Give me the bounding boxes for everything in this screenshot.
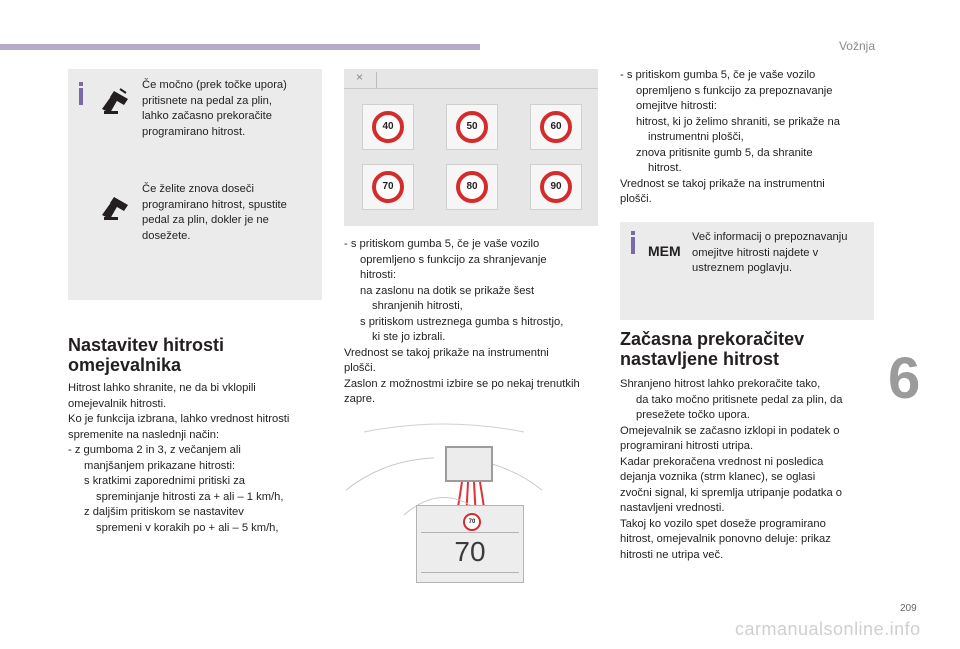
text-line: hitrost, omejevalnik ponovno deluje: prikaz <box>620 533 831 545</box>
text-line: omejevalnik hitrosti. <box>68 397 167 410</box>
speed-button-90[interactable] <box>530 164 582 210</box>
cluster-display <box>416 505 524 583</box>
cluster-divider <box>421 572 519 573</box>
cluster-speed-value: 70 <box>454 536 486 567</box>
text-line: plošči. <box>620 193 652 205</box>
heading-line: Nastavitev hitrosti <box>68 335 225 355</box>
text-line: opremljeno s funkcijo za prepoznavanje <box>636 84 833 97</box>
text-line: - s pritiskom gumba 5, če je vaše vozilo <box>344 238 540 250</box>
text-line: programirano hitrost. <box>142 125 246 138</box>
text-line: Hitrost lahko shranite, ne da bi vklopili <box>68 382 256 394</box>
text-line: - s pritiskom gumba 5, če je vaše vozilo <box>620 69 816 81</box>
text-line: Vrednost se takoj prikaže na instrumentni <box>344 346 549 359</box>
text-line: programirano hitrost, spustite <box>142 198 287 211</box>
text-line: znova pritisnite gumb 5, da shranite <box>636 146 813 159</box>
text-line: plošči. <box>344 362 376 374</box>
text-line: dosežete. <box>142 229 191 242</box>
text-line: lahko začasno prekoračite <box>142 110 272 122</box>
info-box-mem <box>620 222 874 320</box>
text-line: hitrosti ne utripa več. <box>620 548 724 561</box>
speed-button-80[interactable] <box>446 164 498 210</box>
speed-button-60[interactable] <box>530 104 582 150</box>
header-color-bar <box>0 44 480 50</box>
text-line: spremeni v korakih po + ali – 5 km/h, <box>96 521 279 534</box>
text-line: ustreznem poglavju. <box>692 262 793 274</box>
body-text-4 <box>620 377 842 563</box>
info-box-pedal-text-2 <box>142 182 287 244</box>
text-line: Vrednost se takoj prikaže na instrumentni <box>620 177 825 190</box>
text-line: Ko je funkcija izbrana, lahko vrednost hitrosti <box>68 413 290 425</box>
text-line: Zaslon z možnostmi izbire se po nekaj trenutkih <box>344 377 580 390</box>
text-line: spreminjanje hitrosti za + ali – 1 km/h, <box>96 490 284 503</box>
speed-button-40[interactable] <box>362 104 414 150</box>
text-line: da tako močno pritisnete pedal za plin, da <box>636 393 843 406</box>
divider <box>344 88 598 89</box>
heading-line: Začasna prekoračitev <box>620 329 805 349</box>
cluster-divider <box>421 532 519 533</box>
text-line: Kadar prekoračena vrednost ni posledica <box>620 455 824 468</box>
body-text-3 <box>620 68 840 208</box>
text-line: Če močno (prek točke upora) <box>142 79 287 91</box>
body-text-2 <box>344 237 580 408</box>
heading-speed-exceed <box>620 329 804 369</box>
text-line: instrumentni plošči, <box>648 131 744 143</box>
speed-sign: 60 <box>540 111 572 143</box>
body-text-1 <box>68 381 289 536</box>
cluster-speed-sign: 70 <box>463 513 481 531</box>
text-line: opremljeno s funkcijo za shranjevanje <box>360 253 547 266</box>
pedal-foot-icon <box>98 87 132 117</box>
info-icon <box>79 88 83 105</box>
text-line: omejitve hitrosti: <box>636 100 717 112</box>
heading-speed-setting <box>68 335 224 375</box>
pedal-release-icon <box>98 193 132 223</box>
speed-sign: 70 <box>372 171 404 203</box>
info-box-mem-text <box>692 230 847 277</box>
speed-sign: 40 <box>372 111 404 143</box>
info-box-pedal-text-1 <box>142 78 287 140</box>
text-line: nastavljeni vrednosti. <box>620 502 725 514</box>
divider <box>376 72 377 88</box>
chapter-number: 6 <box>888 346 921 411</box>
text-line: Shranjeno hitrost lahko prekoračite tako, <box>620 378 821 390</box>
text-line: pritisnete na pedal za plin, <box>142 94 272 107</box>
watermark: carmanualsonline.info <box>735 619 921 639</box>
text-line: spremenite na naslednji način: <box>68 428 220 441</box>
close-icon[interactable]: × <box>356 70 364 84</box>
page-number: 209 <box>900 603 917 614</box>
text-line: Omejevalnik se začasno izklopi in podatek o <box>620 424 840 437</box>
section-title: Vožnja <box>838 39 875 53</box>
info-box-pedal <box>68 69 322 300</box>
speed-sign: 80 <box>456 171 488 203</box>
text-line: zvočni signal, ki spremlja utripanje podatka o <box>620 486 843 499</box>
text-line: pedal za plin, dokler je ne <box>142 214 269 226</box>
text-line: dejanja voznika (strm klanec), se oglasi <box>620 471 816 483</box>
speed-sign: 50 <box>456 111 488 143</box>
speed-button-50[interactable] <box>446 104 498 150</box>
text-line: presežete točko upora. <box>636 409 750 421</box>
text-line: programirani hitrosti utripa. <box>620 440 754 452</box>
text-line: hitrosti: <box>360 269 397 281</box>
text-line: s pritiskom ustreznega gumba s hitrostjo, <box>360 315 564 328</box>
text-line: zapre. <box>344 393 376 405</box>
text-line: omejitve hitrosti najdete v <box>692 246 819 259</box>
text-line: Več informacij o prepoznavanju <box>692 231 848 243</box>
heading-line: omejevalnika <box>68 355 182 375</box>
heading-line: nastavljene hitrost <box>620 349 780 369</box>
text-line: hitrost. <box>648 162 682 174</box>
text-line: z daljšim pritiskom se nastavitev <box>84 506 244 518</box>
speed-sign: 90 <box>540 171 572 203</box>
text-line: ki ste jo izbrali. <box>372 331 446 343</box>
mem-button-icon: MEM <box>648 243 681 259</box>
text-line: Takoj ko vozilo spet doseže programirano <box>620 517 826 530</box>
text-line: - z gumboma 2 in 3, z večanjem ali <box>68 444 241 456</box>
text-line: shranjenih hitrosti, <box>372 300 463 312</box>
info-icon <box>631 237 635 254</box>
text-line: manjšanjem prikazane hitrosti: <box>84 459 236 472</box>
text-line: s kratkimi zaporednimi pritiski za <box>84 475 246 487</box>
text-line: hitrost, ki jo želimo shraniti, se prikaže na <box>636 115 840 128</box>
speed-button-70[interactable] <box>362 164 414 210</box>
text-line: na zaslonu na dotik se prikaže šest <box>360 284 535 297</box>
text-line: Če želite znova doseči <box>142 183 254 195</box>
